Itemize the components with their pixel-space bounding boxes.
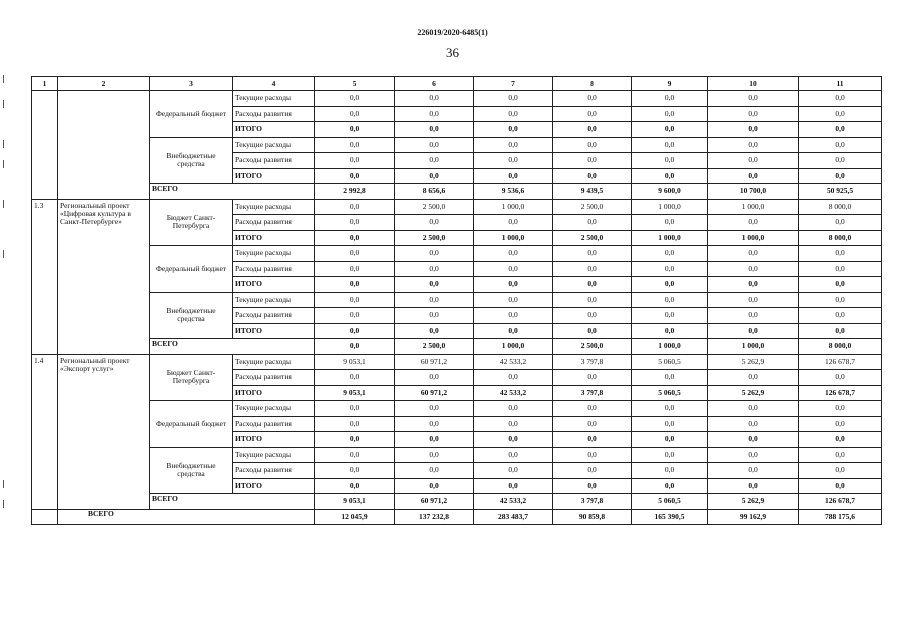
value-cell: 0,0 xyxy=(799,292,882,308)
expense-type: ИТОГО xyxy=(233,478,315,494)
value-cell: 0,0 xyxy=(474,106,553,122)
grand-total-row xyxy=(32,509,882,525)
value-cell: 0,0 xyxy=(315,339,395,355)
value-cell: 0,0 xyxy=(553,323,632,339)
value-cell: 0,0 xyxy=(395,370,474,386)
value-cell: 137 232,8 xyxy=(395,509,474,525)
value-cell: 0,0 xyxy=(553,370,632,386)
value-cell: 2 500,0 xyxy=(553,199,632,215)
value-cell: 0,0 xyxy=(553,447,632,463)
value-cell: 0,0 xyxy=(395,168,474,184)
value-cell: 0,0 xyxy=(799,308,882,324)
empty-cell xyxy=(32,509,58,525)
value-cell: 0,0 xyxy=(553,261,632,277)
expense-type: ИТОГО xyxy=(233,122,315,138)
value-cell: 0,0 xyxy=(395,122,474,138)
value-cell: 0,0 xyxy=(553,416,632,432)
value-cell: 60 971,2 xyxy=(395,354,474,370)
value-cell: 2 500,0 xyxy=(553,339,632,355)
value-cell: 0,0 xyxy=(315,277,395,293)
project-name: Региональный проект «Экспорт услуг» xyxy=(58,354,150,509)
value-cell: 0,0 xyxy=(315,91,395,107)
column-header: 10 xyxy=(708,77,799,91)
value-cell: 0,0 xyxy=(708,323,799,339)
value-cell: 0,0 xyxy=(474,168,553,184)
value-cell: 42 533,2 xyxy=(474,385,553,401)
value-cell: 0,0 xyxy=(708,308,799,324)
value-cell: 0,0 xyxy=(395,292,474,308)
value-cell: 0,0 xyxy=(474,323,553,339)
expense-type: Расходы развития xyxy=(233,308,315,324)
value-cell: 126 678,7 xyxy=(799,385,882,401)
value-cell: 0,0 xyxy=(632,370,708,386)
vsego-label: ВСЕГО xyxy=(150,184,315,200)
value-cell: 9 053,1 xyxy=(315,354,395,370)
vsego-row xyxy=(32,494,882,510)
value-cell: 0,0 xyxy=(474,416,553,432)
value-cell: 1 000,0 xyxy=(708,339,799,355)
value-cell: 5 060,5 xyxy=(632,354,708,370)
value-cell: 0,0 xyxy=(553,137,632,153)
funding-source: Бюджет Санкт-Петербурга xyxy=(150,199,233,246)
value-cell: 5 262,9 xyxy=(708,385,799,401)
value-cell: 50 925,5 xyxy=(799,184,882,200)
value-cell: 0,0 xyxy=(799,137,882,153)
funding-source: Бюджет Санкт-Петербурга xyxy=(150,354,233,401)
value-cell: 126 678,7 xyxy=(799,354,882,370)
expense-type: ИТОГО xyxy=(233,168,315,184)
value-cell: 0,0 xyxy=(799,323,882,339)
expense-type: ИТОГО xyxy=(233,230,315,246)
value-cell: 2 500,0 xyxy=(395,199,474,215)
value-cell: 0,0 xyxy=(474,478,553,494)
value-cell: 0,0 xyxy=(474,246,553,262)
column-header: 9 xyxy=(632,77,708,91)
value-cell: 0,0 xyxy=(315,230,395,246)
value-cell: 1 000,0 xyxy=(632,199,708,215)
column-header: 1 xyxy=(32,77,58,91)
column-header: 11 xyxy=(799,77,882,91)
value-cell: 283 483,7 xyxy=(474,509,553,525)
num-cell-cont xyxy=(32,91,58,200)
value-cell: 0,0 xyxy=(315,215,395,231)
vsego-label: ВСЕГО xyxy=(150,494,315,510)
value-cell: 0,0 xyxy=(632,416,708,432)
value-cell: 0,0 xyxy=(315,323,395,339)
value-cell: 0,0 xyxy=(708,463,799,479)
value-cell: 0,0 xyxy=(553,91,632,107)
value-cell: 0,0 xyxy=(474,277,553,293)
expense-type: Расходы развития xyxy=(233,463,315,479)
value-cell: 0,0 xyxy=(315,168,395,184)
expense-type: Текущие расходы xyxy=(233,292,315,308)
value-cell: 0,0 xyxy=(708,416,799,432)
value-cell: 0,0 xyxy=(708,168,799,184)
column-header: 6 xyxy=(395,77,474,91)
expense-type: Расходы развития xyxy=(233,106,315,122)
current-row xyxy=(32,292,882,308)
current-row xyxy=(32,401,882,417)
funding-source: Внебюджетные средства xyxy=(150,137,233,184)
value-cell: 9 536,6 xyxy=(474,184,553,200)
value-cell: 0,0 xyxy=(315,308,395,324)
value-cell: 9 600,0 xyxy=(632,184,708,200)
funding-source: Внебюджетные средства xyxy=(150,292,233,339)
value-cell: 0,0 xyxy=(553,106,632,122)
current-row xyxy=(32,91,882,107)
value-cell: 126 678,7 xyxy=(799,494,882,510)
value-cell: 0,0 xyxy=(799,277,882,293)
value-cell: 0,0 xyxy=(708,137,799,153)
value-cell: 0,0 xyxy=(553,277,632,293)
value-cell: 0,0 xyxy=(708,122,799,138)
expense-type: ИТОГО xyxy=(233,385,315,401)
value-cell: 0,0 xyxy=(708,91,799,107)
value-cell: 0,0 xyxy=(315,401,395,417)
value-cell: 0,0 xyxy=(474,447,553,463)
current-row xyxy=(32,137,882,153)
value-cell: 0,0 xyxy=(395,447,474,463)
value-cell: 0,0 xyxy=(553,122,632,138)
column-header: 5 xyxy=(315,77,395,91)
value-cell: 0,0 xyxy=(395,463,474,479)
project-number: 1.3 xyxy=(32,199,58,354)
value-cell: 0,0 xyxy=(632,153,708,169)
value-cell: 0,0 xyxy=(474,370,553,386)
column-header: 2 xyxy=(58,77,150,91)
value-cell: 0,0 xyxy=(632,246,708,262)
value-cell: 0,0 xyxy=(799,122,882,138)
value-cell: 0,0 xyxy=(315,370,395,386)
table-body xyxy=(32,77,882,525)
value-cell: 0,0 xyxy=(395,432,474,448)
value-cell: 2 500,0 xyxy=(553,230,632,246)
value-cell: 0,0 xyxy=(799,106,882,122)
value-cell: 0,0 xyxy=(708,261,799,277)
value-cell: 5 262,9 xyxy=(708,354,799,370)
value-cell: 0,0 xyxy=(632,432,708,448)
value-cell: 0,0 xyxy=(632,277,708,293)
column-header: 3 xyxy=(150,77,233,91)
funding-source: Внебюджетные средства xyxy=(150,447,233,494)
value-cell: 0,0 xyxy=(474,153,553,169)
expense-type: ИТОГО xyxy=(233,277,315,293)
value-cell: 0,0 xyxy=(395,261,474,277)
value-cell: 0,0 xyxy=(553,478,632,494)
value-cell: 0,0 xyxy=(799,370,882,386)
value-cell: 0,0 xyxy=(632,447,708,463)
value-cell: 0,0 xyxy=(474,463,553,479)
value-cell: 0,0 xyxy=(395,416,474,432)
value-cell: 0,0 xyxy=(315,153,395,169)
value-cell: 0,0 xyxy=(315,447,395,463)
value-cell: 0,0 xyxy=(315,261,395,277)
value-cell: 0,0 xyxy=(553,215,632,231)
value-cell: 165 390,5 xyxy=(632,509,708,525)
value-cell: 0,0 xyxy=(799,478,882,494)
value-cell: 1 000,0 xyxy=(474,199,553,215)
value-cell: 0,0 xyxy=(632,463,708,479)
value-cell: 42 533,2 xyxy=(474,494,553,510)
funding-source: Федеральный бюджет xyxy=(150,91,233,138)
value-cell: 0,0 xyxy=(474,122,553,138)
value-cell: 0,0 xyxy=(708,215,799,231)
project-cell-cont xyxy=(58,91,150,200)
value-cell: 0,0 xyxy=(632,292,708,308)
expense-type: Текущие расходы xyxy=(233,91,315,107)
value-cell: 2 992,8 xyxy=(315,184,395,200)
value-cell: 0,0 xyxy=(632,106,708,122)
value-cell: 5 262,9 xyxy=(708,494,799,510)
project-number: 1.4 xyxy=(32,354,58,509)
value-cell: 0,0 xyxy=(799,215,882,231)
value-cell: 0,0 xyxy=(395,277,474,293)
value-cell: 0,0 xyxy=(708,478,799,494)
value-cell: 0,0 xyxy=(315,199,395,215)
value-cell: 0,0 xyxy=(632,215,708,231)
value-cell: 0,0 xyxy=(315,137,395,153)
value-cell: 1 000,0 xyxy=(708,230,799,246)
value-cell: 12 045,9 xyxy=(315,509,395,525)
expense-type: Текущие расходы xyxy=(233,137,315,153)
funding-source: Федеральный бюджет xyxy=(150,246,233,293)
value-cell: 8 656,6 xyxy=(395,184,474,200)
value-cell: 0,0 xyxy=(553,246,632,262)
value-cell: 0,0 xyxy=(315,292,395,308)
value-cell: 0,0 xyxy=(799,447,882,463)
value-cell: 0,0 xyxy=(632,122,708,138)
page-number: 36 xyxy=(446,45,459,60)
value-cell: 0,0 xyxy=(474,292,553,308)
value-cell: 0,0 xyxy=(632,261,708,277)
value-cell: 0,0 xyxy=(553,168,632,184)
value-cell: 0,0 xyxy=(632,323,708,339)
value-cell: 0,0 xyxy=(315,122,395,138)
value-cell: 0,0 xyxy=(474,401,553,417)
expense-type: Текущие расходы xyxy=(233,447,315,463)
value-cell: 0,0 xyxy=(315,478,395,494)
value-cell: 0,0 xyxy=(799,168,882,184)
value-cell: 2 500,0 xyxy=(395,230,474,246)
value-cell: 9 053,1 xyxy=(315,385,395,401)
value-cell: 0,0 xyxy=(553,463,632,479)
value-cell: 0,0 xyxy=(474,215,553,231)
value-cell: 0,0 xyxy=(395,106,474,122)
expense-type: Расходы развития xyxy=(233,370,315,386)
value-cell: 0,0 xyxy=(395,215,474,231)
value-cell: 788 175,6 xyxy=(799,509,882,525)
value-cell: 5 060,5 xyxy=(632,385,708,401)
value-cell: 0,0 xyxy=(708,447,799,463)
expense-type: Расходы развития xyxy=(233,215,315,231)
value-cell: 0,0 xyxy=(799,91,882,107)
value-cell: 0,0 xyxy=(632,308,708,324)
value-cell: 0,0 xyxy=(553,292,632,308)
value-cell: 0,0 xyxy=(799,261,882,277)
value-cell: 0,0 xyxy=(315,463,395,479)
value-cell: 0,0 xyxy=(799,246,882,262)
expense-type: Расходы развития xyxy=(233,416,315,432)
current-row xyxy=(32,199,882,215)
value-cell: 0,0 xyxy=(632,401,708,417)
value-cell: 0,0 xyxy=(553,401,632,417)
value-cell: 0,0 xyxy=(474,91,553,107)
value-cell: 1 000,0 xyxy=(632,230,708,246)
expense-type: Текущие расходы xyxy=(233,401,315,417)
value-cell: 0,0 xyxy=(315,106,395,122)
value-cell: 0,0 xyxy=(395,137,474,153)
vsego-row xyxy=(32,184,882,200)
grand-total-label: ВСЕГО xyxy=(58,509,315,525)
value-cell: 1 000,0 xyxy=(474,339,553,355)
value-cell: 0,0 xyxy=(474,137,553,153)
value-cell: 0,0 xyxy=(632,478,708,494)
expense-type: Текущие расходы xyxy=(233,246,315,262)
current-row xyxy=(32,354,882,370)
expense-type: Текущие расходы xyxy=(233,199,315,215)
value-cell: 0,0 xyxy=(474,432,553,448)
value-cell: 0,0 xyxy=(315,246,395,262)
value-cell: 0,0 xyxy=(395,246,474,262)
value-cell: 60 971,2 xyxy=(395,385,474,401)
header-row xyxy=(32,77,882,91)
value-cell: 1 000,0 xyxy=(474,230,553,246)
expense-type: Расходы развития xyxy=(233,153,315,169)
value-cell: 0,0 xyxy=(799,153,882,169)
value-cell: 0,0 xyxy=(395,308,474,324)
value-cell: 8 000,0 xyxy=(799,339,882,355)
value-cell: 99 162,9 xyxy=(708,509,799,525)
value-cell: 5 060,5 xyxy=(632,494,708,510)
budget-table xyxy=(31,76,882,525)
column-header: 8 xyxy=(553,77,632,91)
value-cell: 0,0 xyxy=(553,153,632,169)
value-cell: 0,0 xyxy=(395,478,474,494)
document-id: 226019/2020-6485(1) xyxy=(417,28,488,37)
value-cell: 9 439,5 xyxy=(553,184,632,200)
value-cell: 0,0 xyxy=(708,432,799,448)
value-cell: 0,0 xyxy=(632,91,708,107)
project-name: Региональный проект «Цифровая культура в Санкт-Петербурге» xyxy=(58,199,150,354)
vsego-label: ВСЕГО xyxy=(150,339,315,355)
value-cell: 0,0 xyxy=(395,153,474,169)
expense-type: ИТОГО xyxy=(233,323,315,339)
value-cell: 10 700,0 xyxy=(708,184,799,200)
value-cell: 0,0 xyxy=(474,308,553,324)
value-cell: 90 859,8 xyxy=(553,509,632,525)
value-cell: 0,0 xyxy=(553,432,632,448)
value-cell: 0,0 xyxy=(315,432,395,448)
expense-type: ИТОГО xyxy=(233,432,315,448)
value-cell: 0,0 xyxy=(553,308,632,324)
value-cell: 1 000,0 xyxy=(632,339,708,355)
value-cell: 0,0 xyxy=(632,137,708,153)
value-cell: 0,0 xyxy=(799,401,882,417)
funding-source: Федеральный бюджет xyxy=(150,401,233,448)
value-cell: 3 797,8 xyxy=(553,354,632,370)
value-cell: 0,0 xyxy=(708,106,799,122)
value-cell: 0,0 xyxy=(708,153,799,169)
value-cell: 0,0 xyxy=(708,370,799,386)
value-cell: 0,0 xyxy=(395,91,474,107)
value-cell: 9 053,1 xyxy=(315,494,395,510)
value-cell: 0,0 xyxy=(708,277,799,293)
value-cell: 0,0 xyxy=(315,416,395,432)
value-cell: 0,0 xyxy=(395,401,474,417)
value-cell: 8 000,0 xyxy=(799,199,882,215)
value-cell: 0,0 xyxy=(632,168,708,184)
value-cell: 0,0 xyxy=(395,323,474,339)
value-cell: 8 000,0 xyxy=(799,230,882,246)
value-cell: 60 971,2 xyxy=(395,494,474,510)
value-cell: 0,0 xyxy=(799,416,882,432)
value-cell: 0,0 xyxy=(799,463,882,479)
value-cell: 42 533,2 xyxy=(474,354,553,370)
column-header: 4 xyxy=(233,77,315,91)
value-cell: 3 797,8 xyxy=(553,494,632,510)
value-cell: 0,0 xyxy=(708,246,799,262)
current-row xyxy=(32,246,882,262)
value-cell: 3 797,8 xyxy=(553,385,632,401)
value-cell: 2 500,0 xyxy=(395,339,474,355)
value-cell: 0,0 xyxy=(799,432,882,448)
value-cell: 0,0 xyxy=(708,292,799,308)
value-cell: 0,0 xyxy=(474,261,553,277)
expense-type: Текущие расходы xyxy=(233,354,315,370)
current-row xyxy=(32,447,882,463)
value-cell: 0,0 xyxy=(708,401,799,417)
column-header: 7 xyxy=(474,77,553,91)
expense-type: Расходы развития xyxy=(233,261,315,277)
value-cell: 1 000,0 xyxy=(708,199,799,215)
vsego-row xyxy=(32,339,882,355)
